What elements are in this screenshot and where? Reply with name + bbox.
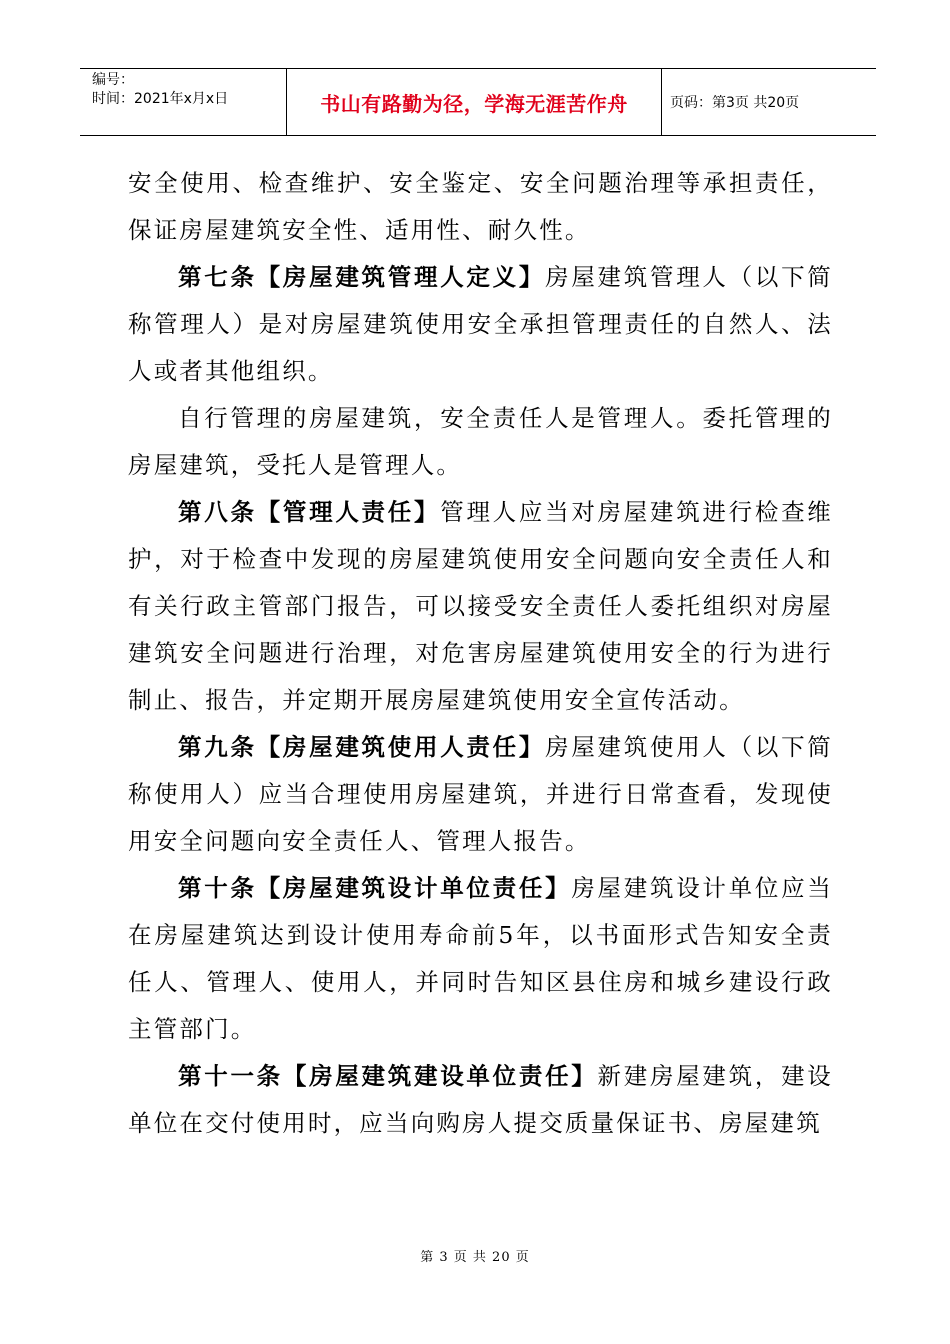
header-motto: 书山有路勤为径，学海无涯苦作舟	[320, 91, 628, 116]
document-body	[128, 160, 833, 1147]
article-title: 第八条【管理人责任】	[178, 498, 441, 526]
article-title: 第十一条【房屋建筑建设单位责任】	[178, 1062, 598, 1090]
article-title: 第十条【房屋建筑设计单位责任】	[178, 874, 572, 902]
article-paragraph	[128, 489, 833, 724]
article-paragraph	[128, 724, 833, 865]
article-text: 房屋建筑管理人（以下简称管理人）是对房屋建筑使用安全承担管理责任的自然人、法人或者其他组织。	[128, 263, 833, 385]
header-motto-cell	[286, 69, 662, 135]
paragraph	[128, 395, 833, 489]
paragraph-text: 安全使用、检查维护、安全鉴定、安全问题治理等承担责任，保证房屋建筑安全性、适用性、耐久性。	[128, 169, 833, 244]
article-text: 房屋建筑使用人（以下简称使用人）应当合理使用房屋建筑，并进行日常查看，发现使用安全问题向安全责任人、管理人报告。	[128, 733, 833, 855]
header-page-info: 页码：第3页 共20页	[670, 95, 800, 111]
paragraph-text: 自行管理的房屋建筑，安全责任人是管理人。委托管理的房屋建筑，受托人是管理人。	[128, 404, 833, 479]
article-paragraph	[128, 865, 833, 1053]
header-meta	[80, 69, 286, 135]
paragraph	[128, 160, 833, 254]
page-header	[80, 68, 876, 136]
article-text: 新建房屋建筑，建设单位在交付使用时，应当向购房人提交质量保证书、房屋建筑	[128, 1062, 833, 1137]
time-label: 时间：2021年x月x日	[92, 91, 229, 107]
article-title: 第九条【房屋建筑使用人责任】	[178, 733, 546, 761]
article-title: 第七条【房屋建筑管理人定义】	[178, 263, 546, 291]
header-page-info-cell	[662, 69, 876, 135]
article-paragraph	[128, 1053, 833, 1147]
page-footer	[0, 1246, 950, 1265]
serial-label: 编号：	[92, 72, 134, 88]
article-paragraph	[128, 254, 833, 395]
footer-page-number: 第 3 页 共 20 页	[420, 1250, 530, 1265]
article-text: 房屋建筑设计单位应当在房屋建筑达到设计使用寿命前5年，以书面形式告知安全责任人、管理人、使用人，并同时告知区县住房和城乡建设行政主管部门。	[128, 874, 833, 1043]
article-text: 管理人应当对房屋建筑进行检查维护，对于检查中发现的房屋建筑使用安全问题向安全责任人和有关行政主管部门报告，可以接受安全责任人委托组织对房屋建筑安全问题进行治理，对危害房屋建筑使用安全的行为进行制止、报告，并定期开展房屋建筑使用安全宣传活动。	[128, 498, 834, 714]
